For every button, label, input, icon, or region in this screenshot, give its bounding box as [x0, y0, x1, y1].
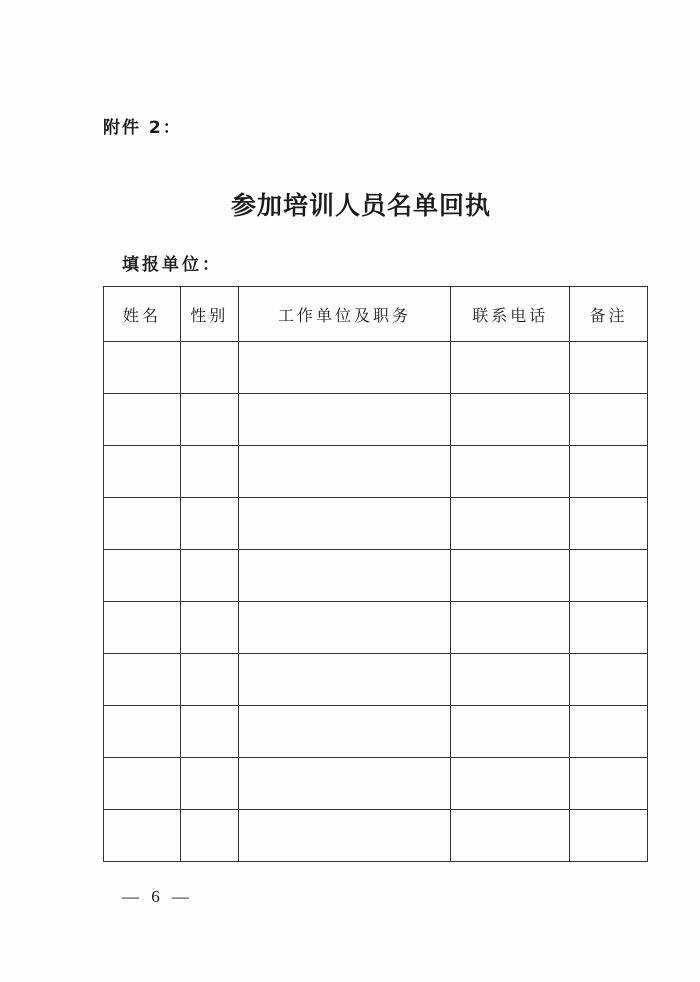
- table-row: [104, 810, 648, 862]
- page-title: 参加培训人员名单回执: [230, 191, 491, 220]
- cell-remarks: [570, 758, 648, 810]
- cell-gender: [180, 758, 238, 810]
- cell-phone: [451, 342, 570, 394]
- cell-gender: [180, 342, 238, 394]
- cell-name: [104, 498, 181, 550]
- fill-unit-label: 填报单位：: [122, 255, 222, 275]
- cell-remarks: [570, 342, 648, 394]
- cell-remarks: [570, 446, 648, 498]
- cell-name: [104, 810, 181, 862]
- cell-remarks: [570, 810, 648, 862]
- header-gender: 性别: [180, 287, 238, 342]
- cell-workplace-position: [238, 758, 451, 810]
- cell-name: [104, 602, 181, 654]
- cell-gender: [180, 550, 238, 602]
- cell-gender: [180, 706, 238, 758]
- cell-phone: [451, 446, 570, 498]
- cell-workplace-position: [238, 342, 451, 394]
- cell-gender: [180, 602, 238, 654]
- cell-name: [104, 706, 181, 758]
- header-remarks: 备注: [570, 287, 648, 342]
- cell-name: [104, 342, 181, 394]
- table-row: [104, 758, 648, 810]
- cell-gender: [180, 446, 238, 498]
- attachment-label: 附件 2：: [103, 118, 182, 138]
- cell-remarks: [570, 706, 648, 758]
- cell-workplace-position: [238, 654, 451, 706]
- table-header-row: [104, 287, 648, 342]
- cell-workplace-position: [238, 394, 451, 446]
- cell-phone: [451, 758, 570, 810]
- table-row: [104, 550, 648, 602]
- cell-workplace-position: [238, 498, 451, 550]
- cell-workplace-position: [238, 446, 451, 498]
- cell-remarks: [570, 602, 648, 654]
- cell-workplace-position: [238, 550, 451, 602]
- cell-name: [104, 446, 181, 498]
- cell-workplace-position: [238, 810, 451, 862]
- cell-workplace-position: [238, 706, 451, 758]
- header-name: 姓名: [104, 287, 181, 342]
- table-row: [104, 394, 648, 446]
- cell-remarks: [570, 394, 648, 446]
- roster-table: [103, 286, 648, 862]
- cell-remarks: [570, 498, 648, 550]
- cell-phone: [451, 706, 570, 758]
- cell-workplace-position: [238, 602, 451, 654]
- cell-remarks: [570, 550, 648, 602]
- header-phone: 联系电话: [451, 287, 570, 342]
- cell-phone: [451, 810, 570, 862]
- table-row: [104, 706, 648, 758]
- table-row: [104, 602, 648, 654]
- cell-gender: [180, 654, 238, 706]
- cell-name: [104, 758, 181, 810]
- table-row: [104, 654, 648, 706]
- cell-gender: [180, 394, 238, 446]
- cell-phone: [451, 394, 570, 446]
- header-workplace-position: 工作单位及职务: [238, 287, 451, 342]
- cell-phone: [451, 550, 570, 602]
- cell-phone: [451, 602, 570, 654]
- cell-phone: [451, 654, 570, 706]
- cell-name: [104, 394, 181, 446]
- table-row: [104, 498, 648, 550]
- cell-remarks: [570, 654, 648, 706]
- cell-name: [104, 550, 181, 602]
- cell-name: [104, 654, 181, 706]
- table-row: [104, 342, 648, 394]
- cell-gender: [180, 498, 238, 550]
- page-number: — 6 —: [122, 887, 193, 906]
- cell-gender: [180, 810, 238, 862]
- cell-phone: [451, 498, 570, 550]
- table-row: [104, 446, 648, 498]
